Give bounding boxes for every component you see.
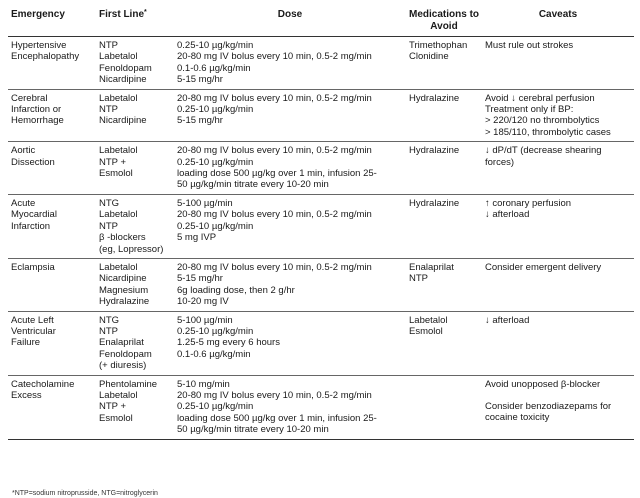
- cell-line: Fenoldopam: [99, 62, 152, 74]
- cell-line: Consider emergent delivery: [485, 261, 602, 273]
- cell-medications-to-avoid: [406, 375, 482, 439]
- cell-line: Labetalol: [409, 314, 448, 326]
- cell-line: ↓ dP/dT (decrease shearing: [485, 145, 602, 157]
- header-emergency: Emergency: [8, 7, 96, 37]
- cell-line: Hemorrhage: [11, 115, 64, 127]
- cell-emergency: [8, 311, 96, 375]
- cell-first-line: [96, 89, 174, 142]
- cell-first-line: [96, 258, 174, 311]
- cell-line: ↑ coronary perfusion: [485, 197, 572, 209]
- cell-line: Labetalol: [99, 92, 138, 104]
- cell-medications-to-avoid: [406, 89, 482, 142]
- cell-line: Nicardipine: [99, 115, 147, 127]
- cell-line: 20-80 mg IV bolus every 10 min, 0.5-2 mg/min: [177, 92, 372, 104]
- cell-caveats: [482, 258, 634, 311]
- cell-line: 1.25-5 mg every 6 hours: [177, 337, 280, 349]
- cell-line: NTP: [409, 273, 428, 285]
- cell-line: 6g loading dose, then 2 g/hr: [177, 284, 295, 296]
- cell-line: NTP: [99, 104, 118, 116]
- cell-line: Esmolol: [409, 325, 443, 337]
- cell-medications-to-avoid: [406, 311, 482, 375]
- cell-line: Esmolol: [99, 412, 133, 424]
- cell-line: forces): [485, 156, 515, 168]
- cell-line: Hydralazine: [99, 296, 150, 308]
- cell-emergency: [8, 258, 96, 311]
- cell-line: Infarction: [11, 220, 51, 232]
- cell-caveats: [482, 142, 634, 195]
- cell-line: Treatment only if BP:: [485, 104, 574, 116]
- cell-medications-to-avoid: [406, 194, 482, 258]
- cell-line: Hypertensive: [11, 40, 67, 51]
- cell-line: 5-15 mg/hr: [177, 273, 223, 285]
- cell-line: 20-80 mg IV bolus every 10 min, 0.5-2 mg/min: [177, 261, 372, 273]
- cell-line: > 185/110, thrombolytic cases: [485, 126, 611, 138]
- cell-emergency: [8, 89, 96, 142]
- cell-line: 0.25-10 µg/kg/min: [177, 156, 254, 168]
- cell-dose: [174, 89, 406, 142]
- cell-line: > 220/120 no thrombolytics: [485, 115, 600, 127]
- blank-line: [485, 390, 631, 401]
- blank-line: [177, 360, 403, 371]
- cell-line: loading dose 500 µg/kg over 1 min, infusion 25-: [177, 168, 377, 180]
- cell-line: Dissection: [11, 156, 55, 168]
- cell-line: Infarction or: [11, 104, 62, 116]
- cell-line: 0.1-0.6 µg/kg/min: [177, 348, 251, 360]
- cell-emergency: [8, 194, 96, 258]
- cell-line: Trimethophan: [409, 40, 468, 51]
- cell-line: NTG: [99, 197, 120, 209]
- cell-dose: [174, 375, 406, 439]
- cell-line: Labetalol: [99, 145, 138, 157]
- cell-line: 5-15 mg/hr: [177, 74, 223, 86]
- cell-line: 10-20 mg IV: [177, 296, 229, 308]
- cell-line: Labetalol: [99, 261, 138, 273]
- cell-line: β -blockers: [99, 232, 146, 244]
- cell-line: Nicardipine: [99, 273, 147, 285]
- cell-line: 20-80 mg IV bolus every 10 min, 0.5-2 mg/min: [177, 51, 372, 63]
- cell-line: Must rule out strokes: [485, 40, 574, 51]
- cell-line: NTP: [99, 220, 118, 232]
- cell-line: cocaine toxicity: [485, 412, 550, 424]
- cell-line: 0.25-10 µg/kg/min: [177, 401, 254, 413]
- cell-dose: [174, 37, 406, 90]
- cell-line: 0.25-10 µg/kg/min: [177, 325, 254, 337]
- cell-medications-to-avoid: [406, 142, 482, 195]
- cell-line: 5-15 mg/hr: [177, 115, 223, 127]
- table-row: [8, 37, 634, 90]
- header-dose: Dose: [174, 7, 406, 37]
- cell-line: 20-80 mg IV bolus every 10 min, 0.5-2 mg/min: [177, 145, 372, 157]
- cell-line: NTG: [99, 314, 120, 326]
- table-row: [8, 375, 634, 439]
- cell-line: Enalaprilat: [409, 261, 454, 273]
- cell-first-line: [96, 37, 174, 90]
- cell-line: Acute Left: [11, 314, 54, 326]
- cell-medications-to-avoid: [406, 37, 482, 90]
- table-row: [8, 89, 634, 142]
- cell-line: Hydralazine: [409, 92, 460, 104]
- cell-line: Excess: [11, 389, 42, 401]
- cell-line: Enalaprilat: [99, 337, 144, 349]
- cell-line: Labetalol: [99, 209, 138, 221]
- table-row: [8, 142, 634, 195]
- cell-line: NTP: [99, 325, 118, 337]
- table-row: [8, 311, 634, 375]
- cell-line: Acute: [11, 197, 36, 209]
- cell-line: Aortic: [11, 145, 36, 157]
- cell-first-line: [96, 194, 174, 258]
- cell-line: 0.25-10 µg/kg/min: [177, 220, 254, 232]
- cell-line: Fenoldopam: [99, 348, 152, 360]
- cell-line: 0.25-10 µg/kg/min: [177, 104, 254, 116]
- cell-line: Labetalol: [99, 51, 138, 63]
- cell-dose: [174, 258, 406, 311]
- cell-line: Consider benzodiazepams for: [485, 400, 612, 412]
- cell-line: Hydralazine: [409, 145, 460, 157]
- cell-line: 20-80 mg IV bolus every 10 min, 0.5-2 mg/min: [177, 209, 372, 221]
- table-row: [8, 258, 634, 311]
- cell-line: 0.1-0.6 µg/kg/min: [177, 62, 251, 74]
- cell-line: Avoid unopposed β-blocker: [485, 378, 601, 390]
- cell-line: Avoid ↓ cerebral perfusion: [485, 92, 595, 104]
- cell-line: NTP +: [99, 156, 127, 168]
- cell-line: Esmolol: [99, 168, 133, 180]
- cell-line: NTP +: [99, 401, 127, 413]
- cell-line: 0.25-10 µg/kg/min: [177, 40, 254, 51]
- cell-line: Ventricular: [11, 325, 56, 337]
- cell-line: (eg, Lopressor): [99, 243, 164, 255]
- cell-line: Encephalopathy: [11, 51, 80, 63]
- table-row: [8, 194, 634, 258]
- header-first-line-mark: *: [144, 9, 147, 16]
- cell-dose: [174, 142, 406, 195]
- cell-dose: [174, 194, 406, 258]
- cell-first-line: [96, 375, 174, 439]
- cell-line: Nicardipine: [99, 74, 147, 86]
- cell-caveats: [482, 375, 634, 439]
- cell-medications-to-avoid: [406, 258, 482, 311]
- cell-first-line: [96, 142, 174, 195]
- cell-line: Eclampsia: [11, 261, 55, 273]
- header-row: [8, 7, 634, 37]
- header-medications-to-avoid: Medications to Avoid: [406, 7, 482, 37]
- cell-line: Cerebral: [11, 92, 48, 104]
- cell-line: Failure: [11, 337, 41, 349]
- header-caveats: Caveats: [482, 7, 634, 37]
- cell-emergency: [8, 37, 96, 90]
- hypertensive-emergency-table: [8, 7, 634, 440]
- cell-line: Hydralazine: [409, 197, 460, 209]
- cell-dose: [174, 311, 406, 375]
- blank-line: [177, 244, 403, 255]
- cell-line: Clonidine: [409, 51, 449, 63]
- cell-line: ↓ afterload: [485, 314, 530, 326]
- cell-first-line: [96, 311, 174, 375]
- cell-line: Phentolamine: [99, 378, 158, 390]
- cell-line: 50 µg/kg/min titrate every 10-20 min: [177, 424, 329, 436]
- cell-line: Magnesium: [99, 284, 149, 296]
- cell-line: 5 mg IVP: [177, 232, 217, 244]
- header-first-line: First Line*: [96, 7, 174, 37]
- cell-line: (+ diuresis): [99, 360, 147, 372]
- cell-emergency: [8, 142, 96, 195]
- cell-line: 5-10 mg/min: [177, 378, 230, 390]
- cell-line: NTP: [99, 40, 118, 51]
- cell-line: 5-100 µg/min: [177, 314, 233, 326]
- cell-caveats: [482, 311, 634, 375]
- cell-emergency: [8, 375, 96, 439]
- cell-line: 5-100 µg/min: [177, 197, 233, 209]
- cell-line: ↓ afterload: [485, 209, 530, 221]
- cell-line: Myocardial: [11, 209, 57, 221]
- footnote: *NTP=sodium nitroprusside, NTG=nitroglycerin: [12, 490, 158, 497]
- cell-caveats: [482, 89, 634, 142]
- cell-caveats: [482, 37, 634, 90]
- cell-line: Catecholamine: [11, 378, 75, 390]
- cell-line: 50 µg/kg/min titrate every 10-20 min: [177, 179, 329, 191]
- cell-line: Labetalol: [99, 389, 138, 401]
- cell-caveats: [482, 194, 634, 258]
- cell-line: 20-80 mg IV bolus every 10 min, 0.5-2 mg/min: [177, 389, 372, 401]
- cell-line: loading dose 500 µg/kg over 1 min, infusion 25-: [177, 412, 377, 424]
